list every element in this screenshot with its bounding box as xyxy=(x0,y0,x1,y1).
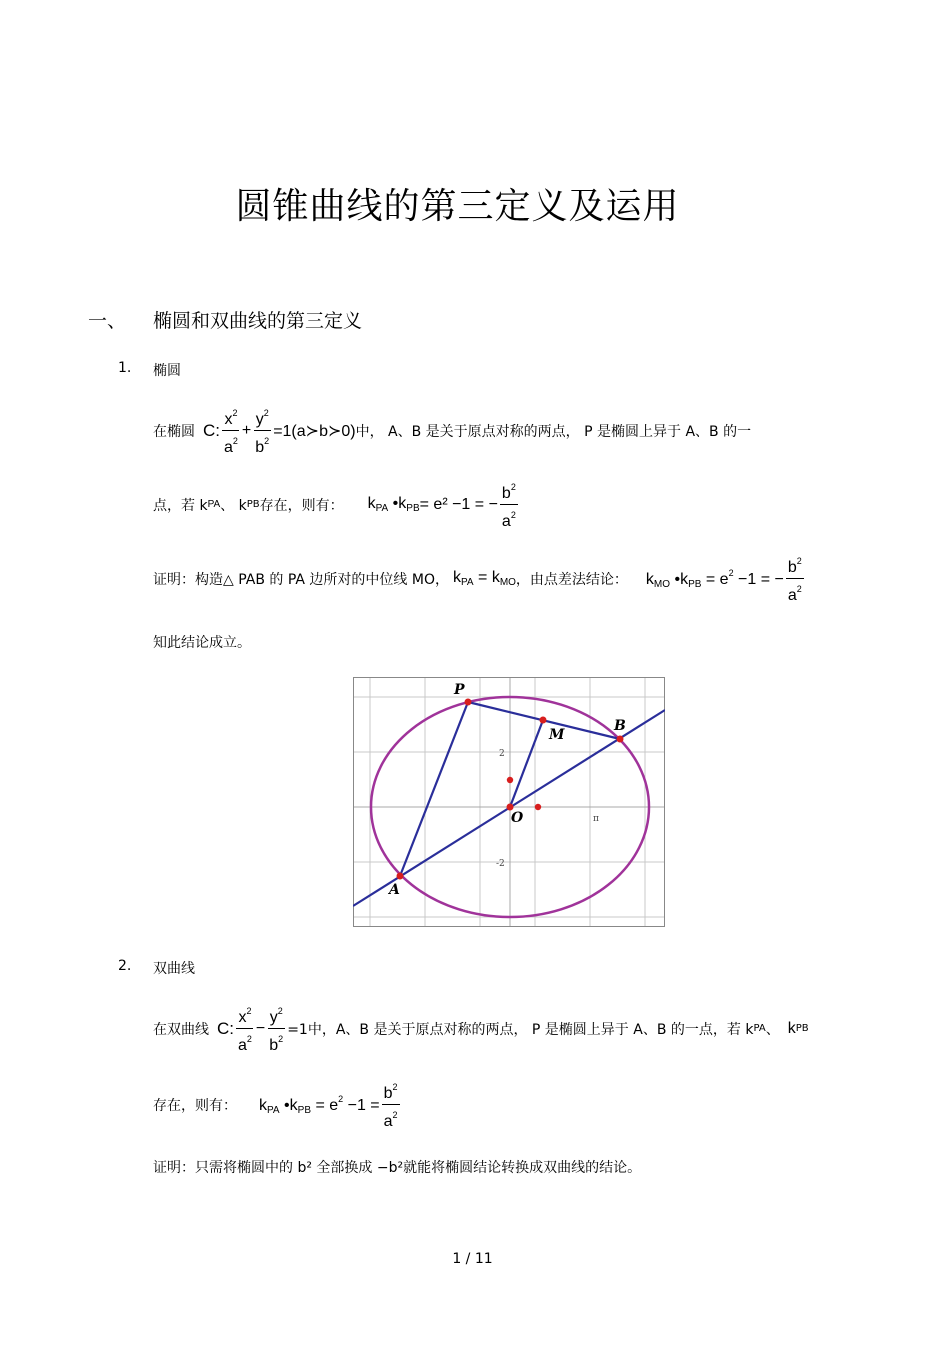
item-number-1: 1. xyxy=(118,360,132,376)
tick-y-neg: -2 xyxy=(496,859,505,869)
text-segment: ，由点差法结论： xyxy=(515,571,628,588)
fraction-x2-a2: $\frac{x^2}{a^2}$ xyxy=(222,404,240,457)
fraction-b2-a2: $\frac{b^2}{a^2}$ xyxy=(786,552,804,605)
label-o: O xyxy=(511,810,524,826)
section-heading: 椭圆和双曲线的第三定义 xyxy=(153,310,363,332)
figure-border xyxy=(354,678,665,927)
focus-point-upper xyxy=(507,777,513,783)
point-m xyxy=(540,717,547,724)
text-segment: 存在，则有： xyxy=(153,1097,237,1114)
label-b: B xyxy=(614,718,626,734)
segment-mo xyxy=(510,720,543,807)
text-segment: 在双曲线 xyxy=(153,1021,209,1038)
text-segment: 、 k xyxy=(220,497,247,514)
ellipse-conclusion: 点，若 k PA 、 k PB 存在，则有： $k_{PA}$ $•k_{PB}$ = e² −1 = − $\frac{b^2}{a^2}$ xyxy=(153,478,520,531)
hyperbola-conclusion: 存在，则有： $k_{PA}$ $•k_{PB} = e^2 -1$ = $\frac{b^2}{a^2}$ xyxy=(153,1078,402,1131)
equation-result: = e² −1 = − xyxy=(419,495,498,513)
ellipse-definition: 在椭圆 C: $\frac{x^2}{a^2}$ + $\frac{y^2}{b^2}$ =1(a≻b≻0) 中， A、B 是关于原点对称的两点， P 是椭圆上异于 A、B 的一 xyxy=(153,404,751,457)
section-number: 一、 xyxy=(88,310,127,332)
text-segment: 中， A、B 是关于原点对称的两点， P 是椭圆上异于 A、B 的一 xyxy=(355,423,752,440)
text-segment: 点，若 k xyxy=(153,497,208,514)
point-a xyxy=(397,873,404,880)
fraction-x2-a2: $\frac{x^2}{a^2}$ xyxy=(236,1002,254,1055)
segment-pa xyxy=(400,702,468,876)
item-heading-ellipse: 椭圆 xyxy=(153,363,181,379)
text-segment: 证明：构造△ PAB 的 PA 边所对的中位线 MO， xyxy=(153,571,449,588)
ellipse-proof: 证明：构造△ PAB 的 PA 边所对的中位线 MO， $k_{PA} = k_{MO}$ ，由点差法结论： $k_{MO}$ $•k_{PB} = e^2 -1$ = − $\frac{b^2}{a^2}$ xyxy=(153,552,806,605)
hyperbola-proof: 证明：只需将椭圆中的 b² 全部换成 −b²就能将椭圆结论转换成双曲线的结论。 xyxy=(153,1160,642,1176)
label-a: A xyxy=(389,882,400,898)
tick-y-pos: 2 xyxy=(499,749,505,759)
hyperbola-definition: 在双曲线 C: $\frac{x^2}{a^2}$ − $\frac{y^2}{b^2}$ =1中，A、B 是关于原点对称的两点， P 是椭圆上异于 A、B 的一点，若 k PA 、 k PB xyxy=(153,1002,809,1055)
text-segment: 存在，则有： xyxy=(259,497,344,514)
ellipse-figure xyxy=(353,677,665,927)
item-heading-hyperbola: 双曲线 xyxy=(153,961,195,977)
fraction-y2-b2: $\frac{y^2}{b^2}$ xyxy=(267,1002,285,1055)
text-segment: 在椭圆 xyxy=(153,423,195,440)
page-number: 1 / 11 xyxy=(452,1251,493,1267)
label-p: P xyxy=(454,682,465,698)
label-m: M xyxy=(549,727,565,743)
proof-conclusion: 知此结论成立。 xyxy=(153,635,251,651)
ellipse-condition: =1(a≻b≻0) xyxy=(273,422,356,440)
point-b xyxy=(617,736,624,743)
fraction-b2-a2: $\frac{b^2}{a^2}$ xyxy=(500,478,518,531)
focus-point-right xyxy=(535,804,541,810)
fraction-b2-a2: $\frac{b^2}{a^2}$ xyxy=(382,1078,400,1131)
point-p xyxy=(465,699,472,706)
page-title: 圆锥曲线的第三定义及运用 xyxy=(235,186,680,227)
text-segment: =1中，A、B 是关于原点对称的两点， P 是椭圆上异于 A、B 的一点，若 k xyxy=(287,1021,754,1038)
item-number-2: 2. xyxy=(118,958,132,974)
tick-x-pos: π xyxy=(593,814,599,824)
curve-name: C: xyxy=(203,420,220,440)
fraction-y2-b2: $\frac{y^2}{b^2}$ xyxy=(253,404,271,457)
